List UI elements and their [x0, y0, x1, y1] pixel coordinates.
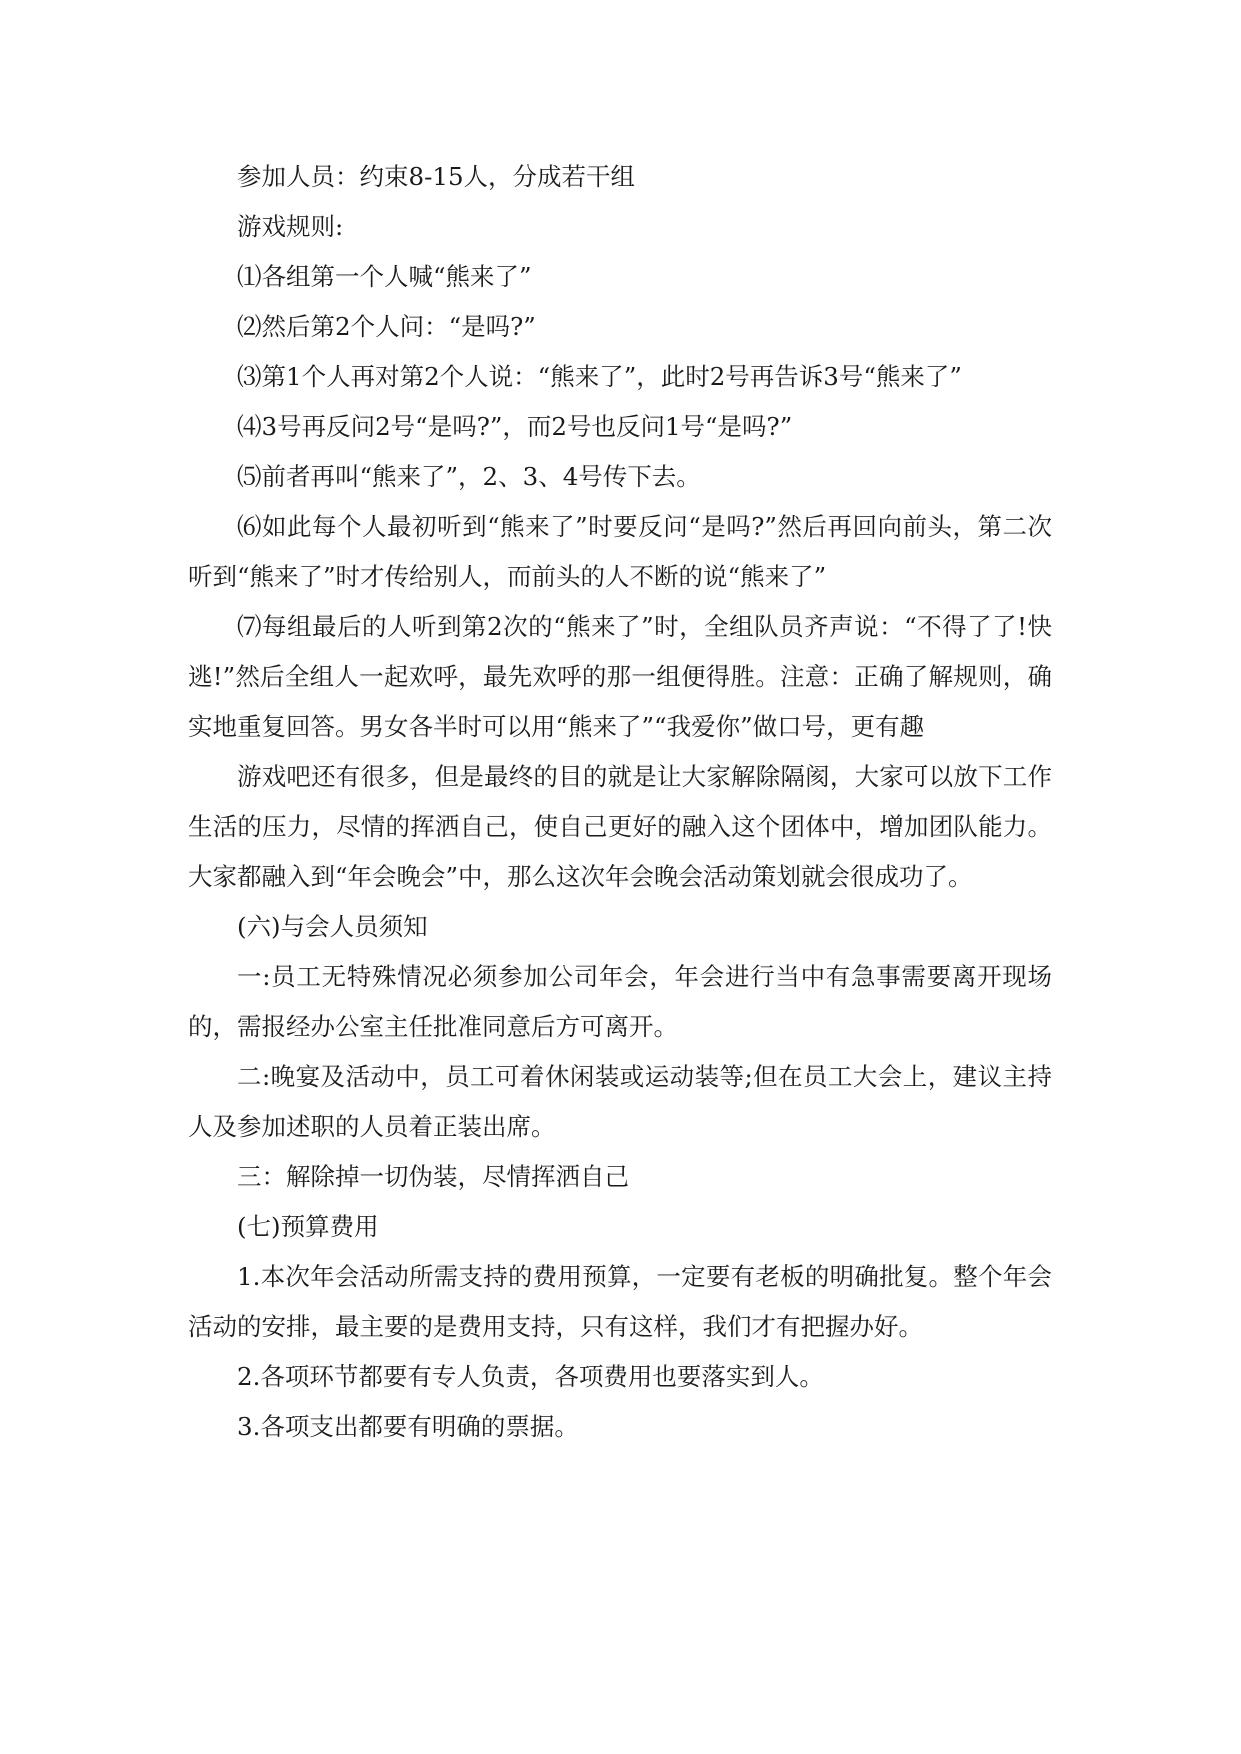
paragraph-budget-1: 1.本次年会活动所需支持的费用预算，一定要有老板的明确批复。整个年会活动的安排，最主要的是费用支持，只有这样，我们才有把握办好。 [188, 1262, 1052, 1341]
paragraph-notice-1: 一:员工无特殊情况必须参加公司年会，年会进行当中有急事需要离开现场的，需报经办公室主任批准同意后方可离开。 [188, 962, 1052, 1041]
document-page [188, 152, 1052, 1452]
paragraph-notice-2: 二:晚宴及活动中，员工可着休闲装或运动装等;但在员工大会上，建议主持人及参加述职的人员着正装出席。 [188, 1062, 1052, 1141]
paragraph-notice-3: 三：解除掉一切伪装，尽情挥洒自己 [237, 1162, 629, 1191]
paragraph-rule-3: ⑶第1个人再对第2个人说：“熊来了”，此时2号再告诉3号“熊来了” [237, 362, 962, 391]
paragraph-rule-2: ⑵然后第2个人问：“是吗?” [237, 312, 536, 341]
paragraph-budget-3: 3.各项支出都要有明确的票据。 [237, 1412, 579, 1441]
paragraph-budget-2: 2.各项环节都要有专人负责，各项费用也要落实到人。 [237, 1362, 824, 1391]
paragraph-rule-1: ⑴各组第一个人喊“熊来了” [237, 262, 532, 291]
section-heading-budget: (七)预算费用 [237, 1212, 379, 1241]
section-heading-attendee-notice: (六)与会人员须知 [237, 912, 428, 941]
paragraph-rule-5: ⑸前者再叫“熊来了”，2、3、4号传下去。 [237, 462, 701, 491]
paragraph-rule-6: ⑹如此每个人最初听到“熊来了”时要反问“是吗?”然后再回向前头，第二次听到“熊来了”时才传给别人，而前头的人不断的说“熊来了” [188, 512, 1052, 591]
paragraph-rules-heading: 游戏规则: [237, 212, 344, 241]
paragraph-rule-7: ⑺每组最后的人听到第2次的“熊来了”时，全组队员齐声说：“不得了了!快逃!”然后全组人一起欢呼，最先欢呼的那一组便得胜。注意：正确了解规则，确实地重复回答。男女各半时可以用“熊来了”“我爱你”做口号，更有趣 [188, 612, 1052, 741]
paragraph-rule-4: ⑷3号再反问2号“是吗?”，而2号也反问1号“是吗?” [237, 412, 793, 441]
paragraph-participants: 参加人员：约束8-15人，分成若干组 [237, 162, 636, 191]
paragraph-summary: 游戏吧还有很多，但是最终的目的就是让大家解除隔阂，大家可以放下工作生活的压力，尽情的挥洒自己，使自己更好的融入这个团体中，增加团队能力。大家都融入到“年会晚会”中，那么这次年会晚会活动策划就会很成功了。 [188, 762, 1052, 891]
